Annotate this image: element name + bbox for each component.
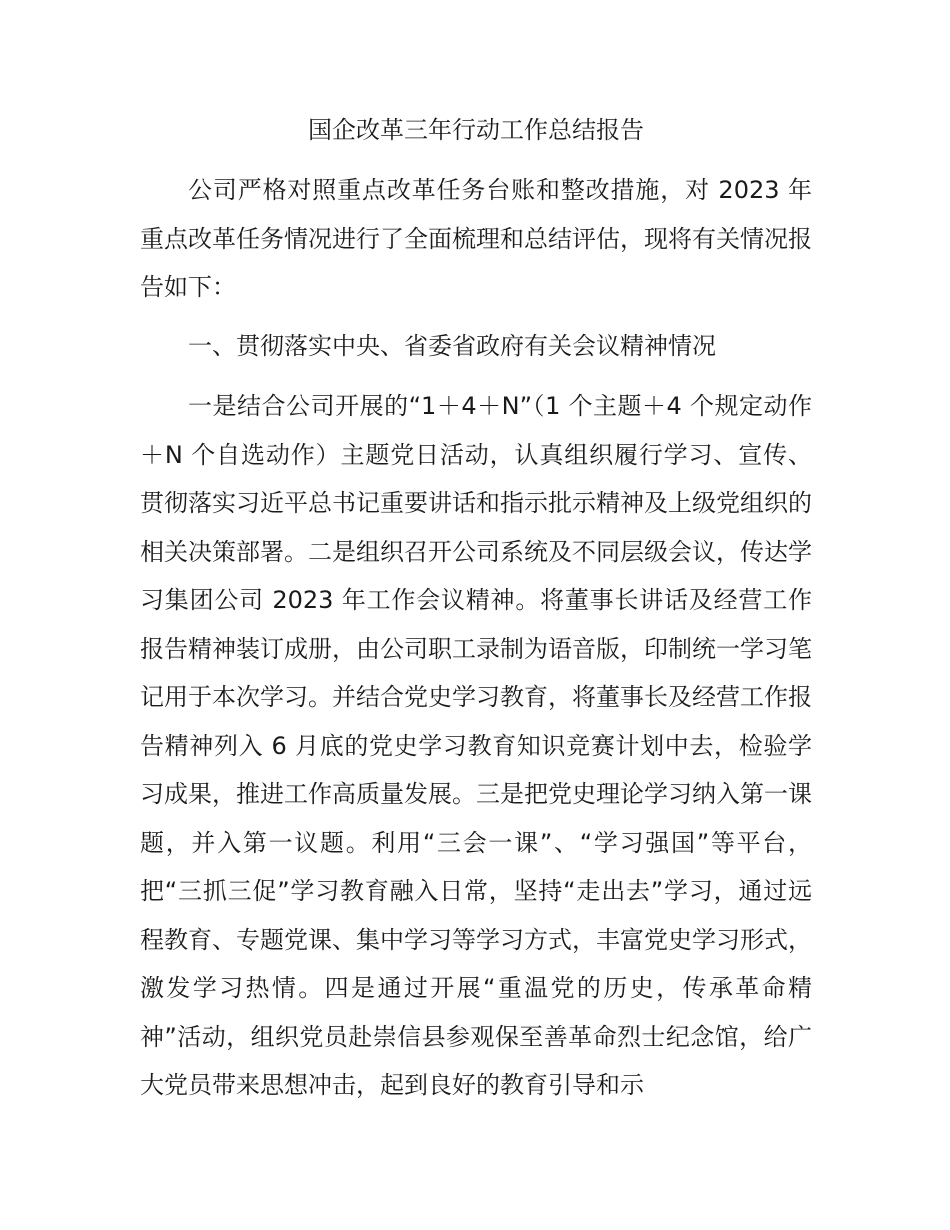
document-title: 国企改革三年行动工作总结报告: [308, 116, 644, 144]
section-heading: 一、贯彻落实中央、省委省政府有关会议精神情况: [188, 332, 716, 360]
intro-paragraph: 公司严格对照重点改革任务台账和整改措施，对 2023 年重点改革任务情况进行了全面梳理和总结评估，现将有关情况报告如下：: [140, 176, 812, 301]
body-paragraph: 一是结合公司开展的“1＋4＋N”（1 个主题＋4 个规定动作＋N 个自选动作）主题党日活动，认真组织履行学习、宣传、贯彻落实习近平总书记重要讲话和指示批示精神及上级党组织的相关决策部署。二是组织召开公司系统及不同层级会议，传达学习集团公司 2023 年工作会议精神。将董事长讲话及经营工作报告精神装订成册，由公司职工录制为语音版，印制统一学习笔记用于本次学习。并结合党史学习教育，将董事长及经营工作报告精神列入 6 月底的党史学习教育知识竞赛计划中去，检验学习成果，推进工作高质量发展。三是把党史理论学习纳入第一课题，并入第一议题。利用“三会一课”、“学习强国”等平台，把“三抓三促”学习教育融入日常，坚持“走出去”学习，通过远程教育、专题党课、集中学习等学习方式，丰富党史学习形式，激发学习热情。四是通过开展“重温党的历史，传承革命精神”活动，组织党员赴崇信县参观保至善革命烈士纪念馆，给广大党员带来思想冲击，起到良好的教育引导和示: [140, 392, 812, 1099]
